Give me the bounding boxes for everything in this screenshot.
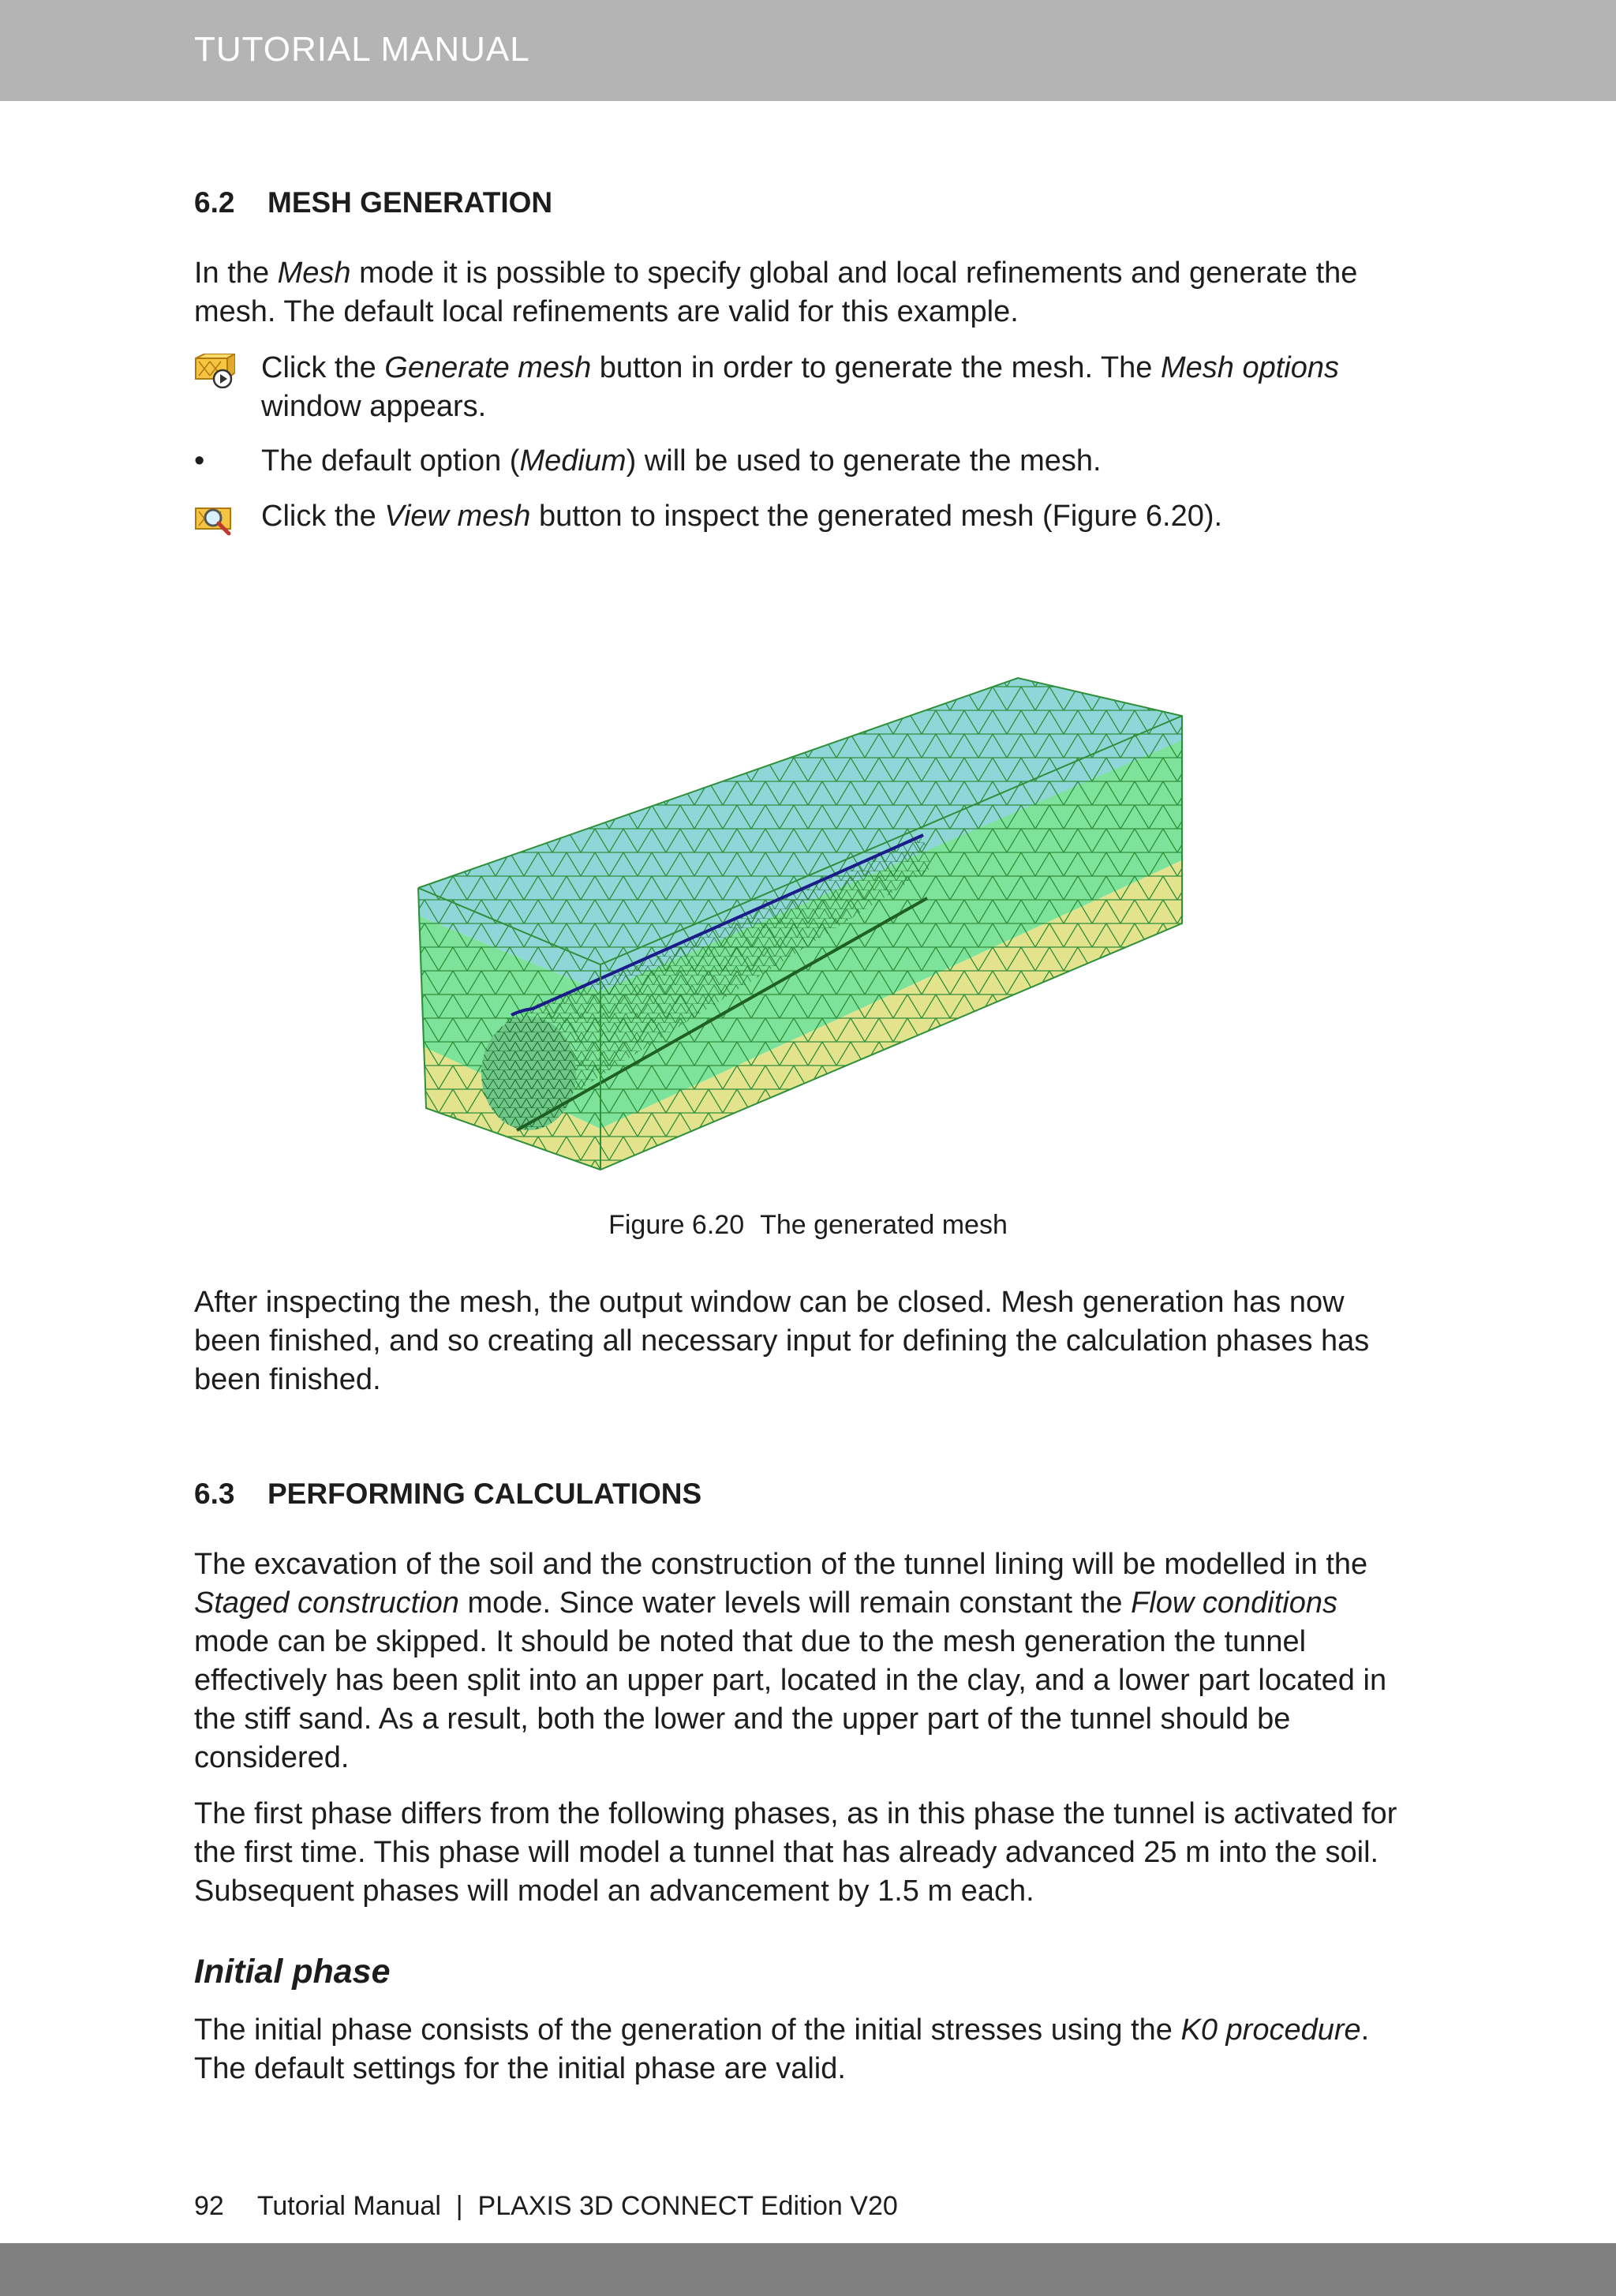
text-run: The default option ( [261,444,520,478]
step-text [261,497,1397,536]
figure-caption-text: The generated mesh [760,1210,1008,1240]
calc-paragraph-1 [194,1545,1401,1777]
mesh-figure [410,663,1191,1184]
text-run: button to inspect the generated mesh (Figure 6.20). [530,500,1223,533]
text-run: button in order to generate the mesh. The [591,351,1161,384]
text-run: mode can be skipped. It should be noted that due to the mesh generation the tunnel effectively has been split into an upper part, located in the clay, and a lower part located in the stiff sand. As a result, both the lower and the upper part of the tunnel should be considered. [194,1625,1387,1774]
header-bar [0,0,1616,101]
section-title: MESH GENERATION [267,186,553,219]
text-run: Click the [261,351,385,384]
page-footer [194,2191,898,2222]
figure-label: Figure 6.20 [608,1210,745,1240]
text-run: window appears. [261,390,487,423]
after-figure-paragraph [194,1283,1401,1399]
text-run: In the [194,257,278,290]
section-heading-6-3 [194,1478,701,1511]
italic-term: Staged construction [194,1586,459,1620]
text-run: mode it is possible to specify global and local refinements and generate the mesh. The default local refinements are valid for this example. [194,257,1358,328]
italic-term: Generate mesh [384,351,592,384]
footer-text: Tutorial Manual | PLAXIS 3D CONNECT Edition V20 [256,2191,898,2221]
page-number: 92 [194,2191,224,2221]
generate-mesh-icon [194,354,235,388]
bullet-text [261,442,1397,481]
text-run: . The default settings for the initial phase are valid. [194,2013,1370,2085]
section-number: 6.3 [194,1478,235,1510]
italic-term: Medium [519,444,627,478]
paragraph-text: After inspecting the mesh, the output window can be closed. Mesh generation has now been finished, and so creating all necessary input for defining the calculation phases has been finished. [194,1286,1370,1396]
bullet-symbol: • [194,444,205,478]
section-title: PERFORMING CALCULATIONS [267,1478,702,1510]
italic-term: Flow conditions [1131,1586,1337,1620]
intro-paragraph [194,254,1401,331]
text-run: Click the [261,500,385,533]
view-mesh-icon [194,502,235,537]
header-title: TUTORIAL MANUAL [194,30,530,69]
italic-term: View mesh [384,500,531,533]
italic-term: Mesh [277,257,351,290]
text-run: ) will be used to generate the mesh. [626,444,1102,478]
text-run: mode. Since water levels will remain constant the [458,1586,1132,1620]
section-number: 6.2 [194,186,235,219]
paragraph-text: The first phase differs from the following phases, as in this phase the tunnel is activated for the first time. This phase will model a tunnel that has already advanced 25 m into the soil. Subsequent phases will model an advancement by 1.5 m each. [194,1797,1397,1908]
italic-term: Mesh options [1160,351,1339,384]
step-text [261,349,1397,426]
figure-caption [0,1210,1616,1241]
calc-paragraph-2 [194,1795,1401,1911]
text-run: The excavation of the soil and the construction of the tunnel lining will be modelled in the [194,1548,1368,1581]
footer-bar [0,2243,1616,2296]
text-run: The initial phase consists of the generation of the initial stresses using the [194,2013,1181,2047]
initial-phase-paragraph [194,2011,1401,2088]
italic-term: K0 procedure [1180,2013,1361,2047]
subheading-initial-phase: Initial phase [194,1953,391,1991]
section-heading-6-2 [194,186,552,219]
